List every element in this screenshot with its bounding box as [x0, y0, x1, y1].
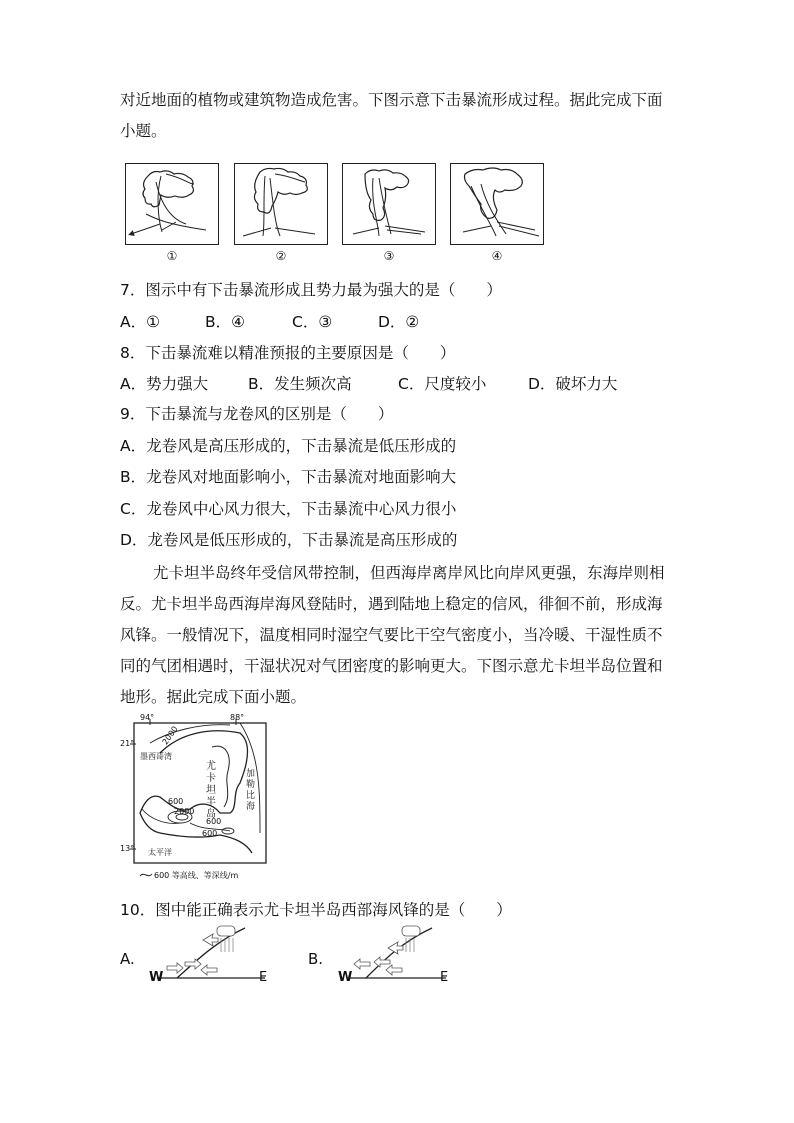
map-gulf-label: 墨西哥湾	[140, 752, 172, 761]
passage2-line-1: 尤卡坦半岛终年受信风带控制，但西海岸离岸风比向岸风更强，东海岸则相	[153, 564, 665, 582]
passage2-line-3: 风锋。一般情况下，温度相同时湿空气要比干空气密度小，当冷暖、干湿性质不	[120, 626, 663, 644]
figure-label-2: ②	[275, 249, 287, 263]
q10-option-b-label[interactable]: B.	[308, 950, 324, 968]
downburst-figure-4	[450, 163, 544, 245]
downburst-figure-3	[342, 163, 436, 245]
figure-label-3: ③	[383, 249, 395, 263]
q9-option-c[interactable]: C．龙卷风中心风力很大，下击暴流中心风力很小	[120, 500, 457, 518]
intro-line-2: 小题。	[120, 122, 167, 140]
q10-option-a-label[interactable]: A.	[120, 950, 135, 968]
passage2-line-2: 反。尤卡坦半岛西海岸海风登陆时，遇到陆地上稳定的信风，徘徊不前，形成海	[120, 595, 663, 613]
q8-option-a[interactable]: A．势力强大	[120, 375, 209, 393]
map-contour-2000b: 2000	[174, 807, 195, 816]
map-lat-13: 13°	[120, 844, 135, 853]
q7-option-d[interactable]: D．②	[378, 313, 420, 331]
q7-option-a[interactable]: A．①	[120, 313, 160, 331]
downburst-figure-1	[125, 163, 219, 245]
q10-b-west: W	[338, 970, 353, 985]
q9-option-b[interactable]: B．龙卷风对地面影响小，下击暴流对地面影响大	[120, 468, 457, 486]
passage2-line-4: 同的气团相遇时，干湿状况对气团密度的影响更大。下图示意尤卡坦半岛位置和	[120, 657, 663, 675]
figure-label-1: ①	[166, 249, 178, 263]
downburst-figure-2	[234, 163, 328, 245]
map-peninsula-label: 尤卡坦半岛	[206, 761, 216, 820]
intro-line-1: 对近地面的植物或建筑物造成危害。下图示意下击暴流形成过程。据此完成下面	[120, 91, 663, 109]
q7-stem: 7．图示中有下击暴流形成且势力最为强大的是（ ）	[120, 281, 502, 299]
passage2-line-5: 地形。据此完成下面小题。	[120, 688, 307, 706]
q9-stem: 9．下击暴流与龙卷风的区别是（ ）	[120, 405, 394, 423]
q10-stem: 10．图中能正确表示尤卡坦半岛西部海风锋的是（ ）	[120, 901, 512, 919]
q10-b-east: E	[440, 970, 449, 985]
map-contour-2000: 2000	[160, 724, 180, 747]
q7-option-c[interactable]: C．③	[292, 313, 333, 331]
q8-stem: 8．下击暴流难以精准预报的主要原因是（ ）	[120, 344, 456, 362]
map-lon-94: 94°	[140, 713, 155, 722]
q7-option-b[interactable]: B．④	[205, 313, 246, 331]
q8-option-d[interactable]: D．破坏力大	[528, 375, 618, 393]
q9-option-d[interactable]: D．龙卷风是低压形成的，下击暴流是高压形成的	[120, 531, 458, 549]
map-lat-21: 21°	[120, 739, 135, 748]
map-lon-88: 88°	[230, 713, 245, 722]
map-contour-600b: 600	[206, 817, 222, 826]
map-caribbean-label: 加勒比海	[246, 769, 256, 812]
q10-a-east: E	[259, 970, 268, 985]
q8-option-c[interactable]: C．尺度较小	[398, 375, 487, 393]
map-contour-600a: 600	[168, 797, 184, 806]
q8-option-b[interactable]: B．发生频次高	[248, 375, 352, 393]
q10-option-a-diagram[interactable]	[145, 922, 275, 990]
q9-option-a[interactable]: A．龙卷风是高压形成的，下击暴流是低压形成的	[120, 437, 457, 455]
figure-label-4: ④	[491, 249, 503, 263]
q10-option-b-diagram[interactable]	[336, 922, 456, 990]
map-contour-600c: 600	[202, 829, 218, 838]
q10-a-west: W	[149, 970, 164, 985]
yucatan-map	[120, 713, 280, 889]
map-pacific-label: 太平洋	[148, 848, 172, 857]
map-legend: 600 等高线、等深线/m	[154, 871, 239, 880]
